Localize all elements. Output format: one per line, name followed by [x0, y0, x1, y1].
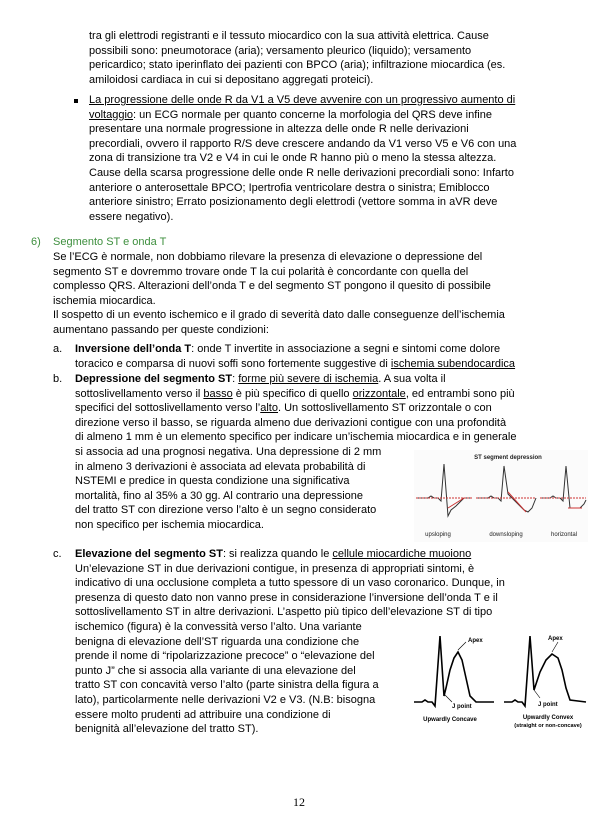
text-line: di almeno 1 mm è un elemento specifico per indicare un’ischemia miocardica e in generale — [75, 431, 517, 444]
text-line: Elevazione del segmento ST: si realizza quando le cellule miocardiche muoiono — [75, 548, 472, 560]
horizontal-label: horizontal — [550, 532, 578, 538]
text-line: essere negativo). — [89, 210, 174, 223]
text-line: amiloidosi cardiaca in cui si depositano aggregati proteici). — [89, 73, 374, 86]
text-line: ischemia miocardica. — [53, 294, 156, 307]
r-progression-heading: La progressione delle onde R da V1 a V5 deve avvenire con un progressivo aumento di — [89, 94, 516, 106]
text-line: tratto ST con concavità verso l’alto (parte sinistra della figura a — [75, 679, 379, 692]
text-line: Un’elevazione ST in due derivazioni contigue, in presenza di appropriati sintomi, è — [75, 562, 475, 575]
section-intro — [53, 250, 505, 338]
text-line: punto J” che si associa alla variante di una elevazione del — [75, 664, 356, 677]
text-line: specifici del sottoslivellamento verso l’alto. Un sottoslivellamento ST orizzontale o con — [75, 402, 492, 415]
text-line: non specifico per ischemia miocardica. — [75, 518, 264, 531]
apex-label-left: Apex — [468, 638, 483, 644]
text-line: Se l’ECG è normale, non dobbiamo rilevare la presenza di elevazione o depressione del — [53, 251, 483, 263]
text-line: complesso QRS. Alterazioni dell’onda T e del segmento ST pongono il quesito di possibile — [53, 280, 491, 293]
text-line: presenza di questo dato non vanno prese in considerazione l’inversione dell’onda T e il — [75, 591, 498, 604]
text-line: benigna di elevazione dell’ST riguarda una condizione che — [75, 635, 360, 648]
text-line: possibili sono: pneumotorace (aria); versamento pleurico (liquido); versamento — [89, 44, 472, 57]
figure-title: ST segment depression — [474, 455, 542, 461]
text-line: del tratto ST con direzione verso l’alto è un segno considerato — [75, 504, 377, 517]
text-line: Inversione dell’onda T: onde T invertite in associazione a segni e sintomi come dolore — [75, 343, 501, 355]
text-line: lato), particolarmente nelle derivazioni V2 e V3. (N.B: bisogna — [75, 693, 376, 706]
text-line: anteriore sinistro; Errato posizionamento degli elettrodi (vettore somma in aVR deve — [89, 196, 498, 209]
st-elevation-figure — [410, 630, 590, 732]
text-line: Depressione del segmento ST: forme più severe di ischemia. A sua volta il — [75, 373, 446, 385]
text-line: indicativo di una occlusione completa a tutto spessore di un vaso coronarico. Dunque, in — [75, 577, 505, 590]
top-paragraph — [89, 29, 505, 87]
text-line: in almeno 3 derivazioni è associata ad elevata probabilità di — [75, 460, 366, 473]
text-line: pericardico; stato iperinflato dei pazienti con BPCO (aria); infiltrazione miocardica (es. — [89, 59, 506, 72]
section-title: Segmento ST e onda T — [53, 236, 167, 248]
section-number: 6) — [31, 236, 41, 248]
text-line: tra gli elettrodi registranti e il tessuto miocardico con la sua attività elettrica. Cause — [89, 30, 489, 42]
text-line: Cause della scarsa progressione delle onde R nelle derivazioni precordiali sono: Infarto — [89, 166, 514, 179]
text-line: benignità all’elevazione del tratto ST). — [75, 723, 259, 736]
text-line: sottoslivellamento verso il basso è più specifico di quello orizzontale, ed entrambi sono più — [75, 387, 515, 400]
text-line: segmento ST e dovremmo trovare onde T la cui polarità è concordante con quella del — [53, 265, 469, 278]
text-line: Il sospetto di un evento ischemico e il grado di severità dato dalle conseguenze dell’ischemia — [53, 309, 505, 322]
item-a-text — [75, 342, 515, 371]
jpoint-label-left: J point — [452, 704, 472, 710]
bullet-square-icon — [74, 99, 78, 103]
text-line: essere molto prudenti ad attribuire una condizione di — [75, 708, 331, 721]
text-line: NSTEMI e predice in questa condizione una significativa — [75, 475, 350, 488]
text-line: si associa ad una prognosi negativa. Una depressione di 2 mm — [75, 445, 382, 458]
page-number: 12 — [293, 795, 305, 809]
text-line: aumentano passando per queste condizioni: — [53, 323, 269, 336]
text-line: mortalità, fino al 35% a 30 gg. Al contrario una depressione — [75, 489, 364, 502]
item-a-marker: a. — [53, 343, 63, 355]
text-line: anteriore o anterosettale BPCO; Ipertrofia ventricolare destra o sinistra; Emiblocco — [89, 181, 490, 194]
apex-label-right: Apex — [548, 636, 563, 642]
r-progression-paragraph — [89, 93, 516, 224]
item-b-marker: b. — [53, 373, 63, 385]
st-depression-figure — [414, 450, 588, 542]
text-line: ischemico (figura) è la convessità verso l’alto. Una variante — [75, 620, 362, 633]
text-line: precordiali, ovvero il rapporto R/S deve crescere andando da V1 verso V5 e V6 con una — [89, 137, 517, 150]
text-line: direzione verso il basso, se riguarda almeno due derivazioni contigue con una profondità — [75, 416, 507, 429]
convex-sublabel: (straight or non-concave) — [514, 723, 582, 729]
concave-label: Upwardly Concave — [423, 717, 477, 723]
text-line: prende il nome di “ripolarizzazione precoce” o “elevazione del — [75, 650, 375, 663]
text-line: sottoslivellamento ST in altre derivazioni. L’aspetto più tipico dell’elevazione ST di tipo — [75, 606, 493, 619]
jpoint-label-right: J point — [538, 702, 558, 708]
downsloping-label: downsloping — [489, 532, 523, 538]
text-line: zona di transizione tra V2 e V4 in cui le onde R hanno più o meno la stessa altezza. — [89, 152, 497, 165]
text-line: presentare una normale progressione in altezza delle onde R nelle derivazioni — [89, 123, 469, 136]
convex-label: Upwardly Convex — [522, 715, 574, 721]
item-c-marker: c. — [53, 548, 62, 560]
text-line: voltaggio: un ECG normale per quanto concerne la morfologia del QRS deve infine — [89, 108, 492, 121]
text-line: toracico e comparsa di nuovi soffi sono fortemente suggestive di ischemia subendocardica — [75, 357, 516, 370]
upsloping-label: upsloping — [425, 532, 451, 538]
